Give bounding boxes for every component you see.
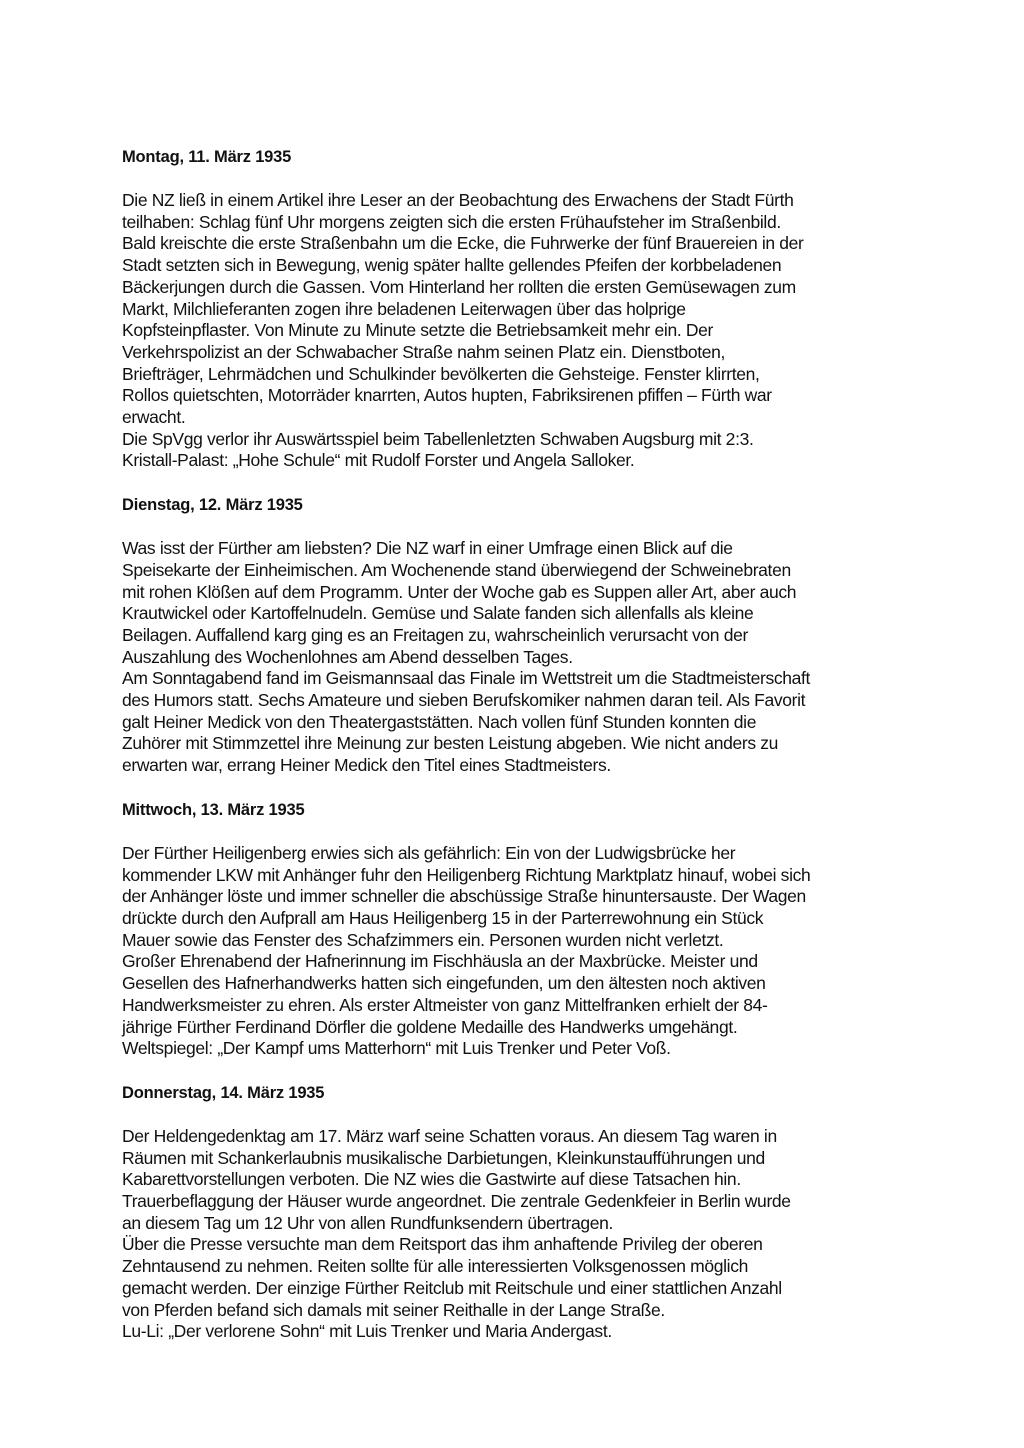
text-line: Mauer sowie das Fenster des Schafzimmers ein. Personen wurden nicht verletzt. (122, 929, 724, 950)
text-line: teilhaben: Schlag fünf Uhr morgens zeigten sich die ersten Frühaufsteher im Straßenbild. (122, 211, 781, 232)
text-line: Gesellen des Hafnerhandwerks hatten sich eingefunden, um den ältesten noch aktiven (122, 973, 766, 994)
section-spacer (122, 1060, 902, 1082)
entry-body (122, 190, 902, 472)
text-line: des Humors statt. Sechs Amateure und sieben Berufskomiker nahmen daran teil. Als Favorit (122, 690, 806, 711)
text-line: kommender LKW mit Anhänger fuhr den Heiligenberg Richtung Marktplatz hinauf, wobei sich (122, 864, 811, 885)
text-line: Der Fürther Heiligenberg erwies sich als gefährlich: Ein von der Ludwigsbrücke her (122, 842, 736, 863)
text-line: der Anhänger löste und immer schneller die abschüssige Straße hinuntersauste. Der Wagen (122, 886, 806, 907)
text-line: Weltspiegel: „Der Kampf ums Matterhorn“ mit Luis Trenker und Peter Voß. (122, 1038, 671, 1059)
text-line: Die NZ ließ in einem Artikel ihre Leser an der Beobachtung des Erwachens der Stadt Fürth (122, 190, 794, 210)
text-line: erwarten war, errang Heiner Medick den Titel eines Stadtmeisters. (122, 755, 611, 776)
text-line: Am Sonntagabend fand im Geismannsaal das Finale im Wettstreit um die Stadtmeisterschaft (122, 668, 811, 689)
section-spacer (122, 472, 902, 494)
text-line: Trauerbeflaggung der Häuser wurde angeordnet. Die zentrale Gedenkfeier in Berlin wurde (122, 1191, 791, 1212)
entry-heading: Dienstag, 12. März 1935 (122, 496, 303, 515)
text-line: Handwerksmeister zu ehren. Als erster Altmeister von ganz Mittelfranken erhielt der 84- (122, 994, 768, 1015)
text-line: galt Heiner Medick von den Theatergaststätten. Nach vollen fünf Stunden konnten die (122, 711, 757, 732)
text-line: Kopfsteinpflaster. Von Minute zu Minute setzte die Betriebsamkeit mehr ein. Der (122, 320, 713, 341)
text-line: drückte durch den Aufprall am Haus Heiligenberg 15 in der Parterrewohnung ein Stück (122, 907, 764, 928)
text-line: Verkehrspolizist an der Schwabacher Straße nahm seinen Platz ein. Dienstboten, (122, 341, 726, 362)
entry-heading: Montag, 11. März 1935 (122, 148, 292, 166)
text-line: Über die Presse versuchte man dem Reitsport das ihm anhaftende Privileg der oberen (122, 1234, 763, 1255)
text-line: Was isst der Fürther am liebsten? Die NZ warf in einer Umfrage einen Blick auf die (122, 538, 733, 559)
text-line: Großer Ehrenabend der Hafnerinnung im Fischhäusla an der Maxbrücke. Meister und (122, 951, 758, 972)
entry-body (122, 843, 902, 1060)
text-line: von Pferden befand sich damals mit seiner Reithalle in der Lange Straße. (122, 1299, 665, 1320)
text-line: Zuhörer mit Stimmzettel ihre Meinung zur besten Leistung abgeben. Wie nicht anders zu (122, 733, 779, 754)
section-spacer (122, 777, 902, 799)
entry-thursday (122, 1082, 902, 1343)
entry-tuesday (122, 494, 902, 777)
entry-monday (122, 146, 902, 472)
text-line: Speisekarte der Einheimischen. Am Wochenende stand überwiegend der Schweinebraten (122, 559, 791, 580)
text-line: gemacht werden. Der einzige Fürther Reitclub mit Reitschule und einer stattlichen Anzahl (122, 1277, 782, 1298)
text-line: erwacht. (122, 407, 186, 428)
text-line: Der Heldengedenktag am 17. März warf seine Schatten voraus. An diesem Tag waren in (122, 1125, 777, 1146)
text-line: Beilagen. Auffallend karg ging es an Freitagen zu, wahrscheinlich verursacht von der (122, 624, 748, 645)
text-line: Rollos quietschten, Motorräder knarrten, Autos hupten, Fabriksirenen pfiffen – Fürth war (122, 385, 772, 406)
text-line: an diesem Tag um 12 Uhr von allen Rundfunksendern übertragen. (122, 1212, 614, 1233)
entry-wednesday (122, 799, 902, 1060)
text-line: Markt, Milchlieferanten zogen ihre beladenen Leiterwagen über das holprige (122, 298, 686, 319)
text-line: Lu-Li: „Der verlorene Sohn“ mit Luis Trenker und Maria Andergast. (122, 1321, 612, 1342)
entry-heading: Donnerstag, 14. März 1935 (122, 1083, 325, 1102)
text-line: Auszahlung des Wochenlohnes am Abend desselben Tages. (122, 646, 573, 667)
text-line: Krautwickel oder Kartoffelnudeln. Gemüse und Salate fanden sich allenfalls als kleine (122, 603, 754, 624)
text-line: jährige Fürther Ferdinand Dörfler die goldene Medaille des Handwerks umgehängt. (122, 1016, 738, 1037)
text-line: Briefträger, Lehrmädchen und Schulkinder bevölkerten die Gehsteige. Fenster klirrten, (122, 363, 760, 384)
entry-body (122, 538, 902, 777)
text-line: Bäckerjungen durch die Gassen. Vom Hinterland her rollten die ersten Gemüsewagen zum (122, 276, 796, 297)
document-content (122, 146, 902, 1343)
entry-body (122, 1126, 902, 1343)
text-line: Stadt setzten sich in Bewegung, wenig später hallte gellendes Pfeifen der korbbeladenen (122, 255, 782, 276)
text-line: Die SpVgg verlor ihr Auswärtsspiel beim Tabellenletzten Schwaben Augsburg mit 2:3. (122, 428, 754, 449)
text-line: Zehntausend zu nehmen. Reiten sollte für alle interessierten Volksgenossen möglich (122, 1256, 748, 1277)
text-line: Bald kreischte die erste Straßenbahn um die Ecke, die Fuhrwerke der fünf Brauereien in der (122, 233, 804, 254)
text-line: Kristall-Palast: „Hohe Schule“ mit Rudolf Forster und Angela Salloker. (122, 450, 635, 471)
entry-heading: Mittwoch, 13. März 1935 (122, 800, 305, 819)
text-line: Kabarettvorstellungen verboten. Die NZ wies die Gastwirte auf diese Tatsachen hin. (122, 1169, 741, 1190)
text-line: mit rohen Klößen auf dem Programm. Unter der Woche gab es Suppen aller Art, aber auch (122, 581, 797, 602)
text-line: Räumen mit Schankerlaubnis musikalische Darbietungen, Kleinkunstaufführungen und (122, 1147, 765, 1168)
